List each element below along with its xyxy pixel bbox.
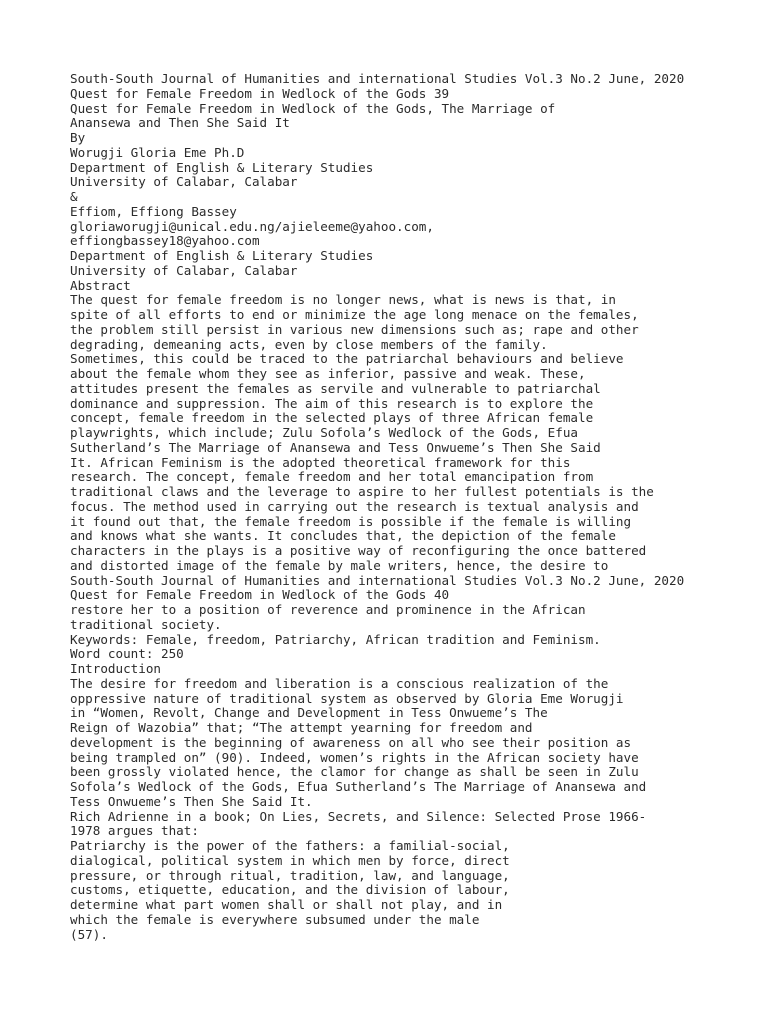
text-line: and knows what she wants. It concludes that, the depiction of the female <box>70 528 616 544</box>
text-line: attitudes present the females as servile and vulnerable to patriarchal <box>70 380 601 396</box>
text-line: It. African Feminism is the adopted theoretical framework for this <box>70 454 571 470</box>
text-line: spite of all efforts to end or minimize the age long menace on the females, <box>70 307 639 322</box>
text-line: (57). <box>70 926 108 942</box>
article-title <box>70 102 710 132</box>
text-line: Worugji Gloria Eme Ph.D <box>70 144 245 160</box>
text-line: Sutherland’s The Marriage of Anansewa and Tess Onwueme’s Then She Said <box>70 439 601 455</box>
text-line: Quest for Female Freedom in Wedlock of the Gods, The Marriage of <box>70 100 556 116</box>
keywords <box>70 633 710 648</box>
text-line: The desire for freedom and liberation is a conscious realization of the <box>70 675 609 691</box>
author-block <box>70 131 710 279</box>
text-line: oppressive nature of traditional system as observed by Gloria Eme Worugji <box>70 690 624 706</box>
text-line: restore her to a position of reverence and prominence in the African <box>70 602 586 617</box>
text-line: Quest for Female Freedom in Wedlock of the Gods 39 <box>70 85 450 101</box>
text-line: South-South Journal of Humanities and international Studies Vol.3 No.2 June, 2020 <box>70 71 685 86</box>
text-line: Introduction <box>70 661 161 676</box>
text-line: 1978 argues that: <box>70 823 199 839</box>
text-line: Word count: 250 <box>70 646 184 662</box>
text-line: which the female is everywhere subsumed under the male <box>70 911 480 927</box>
text-line: dialogical, political system in which men by force, direct <box>70 852 510 868</box>
text-line: playwrights, which include; Zulu Sofola’s Wedlock of the Gods, Efua <box>70 425 578 440</box>
text-line: Effiom, Effiong Bassey <box>70 203 237 219</box>
text-line: effiongbassey18@yahoo.com <box>70 233 260 249</box>
text-line: dominance and suppression. The aim of this research is to explore the <box>70 395 594 411</box>
text-line: pressure, or through ritual, tradition, law, and language, <box>70 867 510 883</box>
text-line: University of Calabar, Calabar <box>70 174 298 190</box>
text-line: Quest for Female Freedom in Wedlock of the Gods 40 <box>70 587 450 603</box>
text-line: characters in the plays is a positive way of reconfiguring the once battered <box>70 543 647 558</box>
text-line: Patriarchy is the power of the fathers: a familial-social, <box>70 838 510 853</box>
text-line: degrading, demeaning acts, even by close members of the family. <box>70 336 548 352</box>
text-line: concept, female freedom in the selected plays of three African female <box>70 410 594 426</box>
text-line: & <box>70 189 78 204</box>
text-line: Tess Onwueme’s Then She Said It. <box>70 793 313 809</box>
page-text <box>70 72 710 942</box>
text-line: gloriaworugji@unical.edu.ng/ajieleeme@yahoo.com, <box>70 218 434 234</box>
introduction <box>70 662 710 839</box>
text-line: Sofola’s Wedlock of the Gods, Efua Sutherland’s The Marriage of Anansewa and <box>70 779 647 794</box>
text-line: traditional society. <box>70 616 222 632</box>
abstract <box>70 279 710 574</box>
abstract-continued <box>70 603 710 633</box>
word-count <box>70 647 710 662</box>
text-line: Keywords: Female, freedom, Patriarchy, African tradition and Feminism. <box>70 631 601 647</box>
text-line: Department of English & Literary Studies <box>70 159 374 175</box>
text-line: focus. The method used in carrying out the research is textual analysis and <box>70 498 639 514</box>
text-line: Sometimes, this could be traced to the patriarchal behaviours and believe <box>70 351 624 367</box>
text-line: development is the beginning of awareness on all who see their position as <box>70 734 632 750</box>
text-line: Department of English & Literary Studies <box>70 248 374 263</box>
running-header-page-39 <box>70 72 710 102</box>
text-line: Rich Adrienne in a book; On Lies, Secrets, and Silence: Selected Prose 1966- <box>70 808 647 824</box>
text-line: University of Calabar, Calabar <box>70 262 298 278</box>
text-line: in “Women, Revolt, Change and Development in Tess Onwueme’s The <box>70 705 548 721</box>
text-line: research. The concept, female freedom and her total emancipation from <box>70 469 594 485</box>
running-header-page-40 <box>70 574 710 604</box>
text-line: the problem still persist in various new dimensions such as; rape and other <box>70 321 639 337</box>
block-quote <box>70 839 710 942</box>
text-line: determine what part women shall or shall not play, and in <box>70 897 503 912</box>
text-line: been grossly violated hence, the clamor for change as shall be seen in Zulu <box>70 764 639 780</box>
text-line: South-South Journal of Humanities and international Studies Vol.3 No.2 June, 2020 <box>70 572 685 588</box>
text-line: Abstract <box>70 277 131 293</box>
text-line: Anansewa and Then She Said It <box>70 115 290 131</box>
text-line: being trampled on” (90). Indeed, women’s rights in the African society have <box>70 749 639 765</box>
text-line: By <box>70 130 86 145</box>
text-line: and distorted image of the female by male writers, hence, the desire to <box>70 557 609 573</box>
text-line: traditional claws and the leverage to aspire to her fullest potentials is the <box>70 484 654 499</box>
text-line: it found out that, the female freedom is possible if the female is willing <box>70 513 632 529</box>
text-line: about the female whom they see as inferior, passive and weak. These, <box>70 366 586 381</box>
text-line: The quest for female freedom is no longer news, what is news is that, in <box>70 292 616 308</box>
text-line: customs, etiquette, education, and the division of labour, <box>70 882 510 898</box>
text-line: Reign of Wazobia” that; “The attempt yearning for freedom and <box>70 720 533 735</box>
